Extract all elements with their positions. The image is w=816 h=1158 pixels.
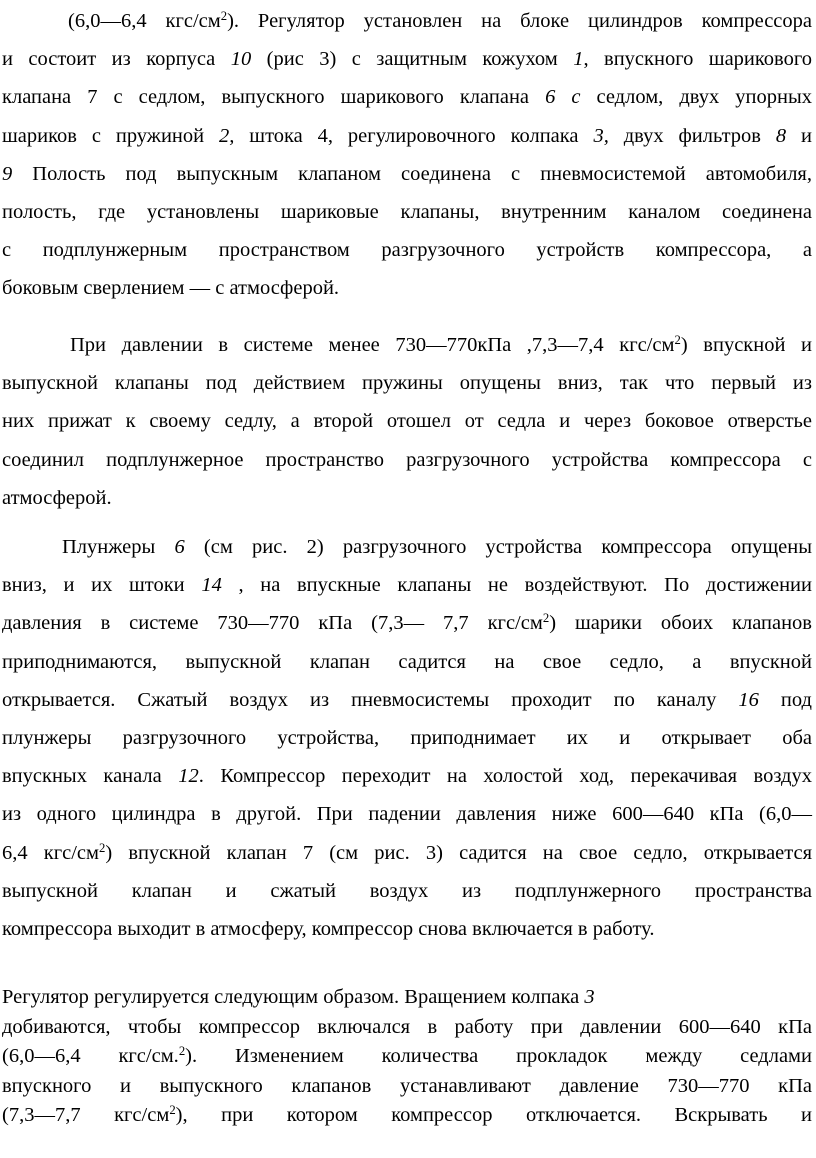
- text-line: них прижат к своему седлу, а второй отошел от седла и через боковое отверстье: [2, 410, 812, 433]
- text-line: 6,4 кгс/$см^2$) впускной клапан 7 (см рис. 3) садится на свое седло, открывается: [2, 840, 813, 864]
- text-line: соединил подплунжерное пространство разгрузочного устройства компрессора с: [2, 448, 812, 471]
- text-line: 9 Полость под выпускным клапаном соединена с пневмосистемой автомобиля,: [2, 162, 812, 185]
- text-line: открывается. Сжатый воздух из пневмосистемы проходит по каналу 16 под: [2, 688, 812, 711]
- text-line: шариков с пружиной 2, штока 4, регулировочного колпака 3, двух фильтров 8 и: [2, 124, 812, 147]
- text-line: При давлении в системе менее 730—770кПа ,7,3—7,4 кгс/$см^2$) впускной и: [70, 333, 812, 356]
- text-line: добиваются, чтобы компрессор включался в работу при давлении 600—640 кПа: [2, 1015, 812, 1038]
- italic-reference: 10: [230, 48, 252, 71]
- paragraph-adjustment: [2, 983, 812, 1131]
- superscript: 2: [220, 9, 228, 24]
- italic-reference: 14: [201, 574, 222, 597]
- superscript: 2: [542, 611, 550, 626]
- superscript: 2: [674, 333, 681, 348]
- text-line: (7,3—7,7 кгс/$см^2$), при котором компрессор отключается. Вскрывать и: [2, 1103, 813, 1126]
- text-line: из одного цилиндра в другой. При падении давления ниже 600—640 кПа (6,0—: [2, 803, 812, 826]
- italic-reference: 2,: [219, 124, 235, 147]
- text-line: впускного и выпускного клапанов устанавливают давление 730—770 кПа: [2, 1074, 812, 1097]
- italic-reference: 9: [2, 162, 13, 185]
- italic-reference: 16: [738, 688, 759, 711]
- superscript: 2: [99, 840, 106, 855]
- text-line: Регулятор регулируется следующим образом. Вращением колпака 3: [2, 986, 595, 1008]
- text-line: клапана 7 с седлом, выпускного шарикового клапана 6 с седлом, двух упорных: [2, 86, 812, 109]
- italic-reference: 3: [584, 986, 595, 1008]
- text-line: вниз, и их штоки 14 , на впускные клапаны не воздействуют. По достижении: [2, 574, 812, 597]
- text-line: Плунжеры 6 (см рис. 2) разгрузочного устройства компрессора опущены: [62, 536, 812, 558]
- text-line: (6,0—6,4 кгс/$см^2$). Регулятор установлен на блоке цилиндров компрессора: [68, 9, 812, 32]
- text-line: с подплунжерным пространством разгрузочного устройств компрессора, а: [2, 239, 812, 262]
- superscript: 2: [169, 1103, 176, 1118]
- italic-reference: 8: [775, 124, 787, 147]
- text-line: давления в системе 730—770 кПа (7,3— 7,7 кгс/$см^2$) шарики обоих клапанов: [2, 611, 812, 635]
- text-line: плунжеры разгрузочного устройства, приподнимает их и открывает оба: [2, 727, 812, 750]
- paragraph-plungers: [2, 528, 812, 948]
- text-line: атмосферой.: [2, 486, 112, 509]
- paragraph-regulator-description: [2, 2, 812, 308]
- text-line: впускных канала 12. Компрессор переходит на холостой ход, перекачивая воздух: [2, 765, 812, 788]
- italic-reference: 12: [178, 765, 199, 788]
- text-line: (6,0—6,4 кгс/см.$^2$). Изменением количества прокладок между седлами: [2, 1044, 813, 1067]
- text-line: и состоит из корпуса 10 (рис 3) с защитным кожухом 1, впускного шарикового: [2, 48, 812, 71]
- text-line: боковым сверлением — с атмосферой.: [2, 277, 340, 300]
- paragraph-low-pressure: [2, 326, 812, 517]
- text-line: полость, где установлены шариковые клапаны, внутренним каналом соединена: [2, 201, 812, 224]
- italic-reference: 1: [573, 48, 584, 71]
- text-line: выпускной клапан и сжатый воздух из подплунжерного пространства: [2, 879, 812, 902]
- text-line: компрессора выходит в атмосферу, компрессор снова включается в работу.: [2, 918, 655, 941]
- text-line: выпускной клапаны под действием пружины опущены вниз, так что первый из: [2, 372, 812, 395]
- italic-reference: 3,: [593, 124, 609, 147]
- italic-reference: 6 с: [545, 86, 581, 109]
- superscript: 2: [178, 1044, 186, 1059]
- italic-reference: 6: [174, 536, 185, 558]
- text-line: приподнимаются, выпускной клапан садится на свое седло, а впускной: [2, 650, 812, 673]
